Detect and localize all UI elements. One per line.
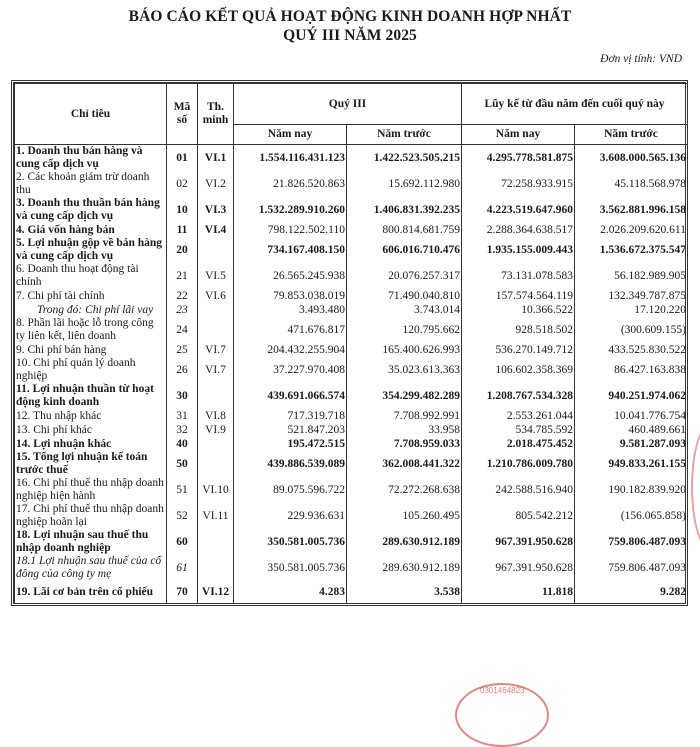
- report-title: BÁO CÁO KẾT QUẢ HOẠT ĐỘNG KINH DOANH HỢP NHẤT: [128, 8, 572, 25]
- ytd-current-value: 2.553.261.044: [462, 409, 575, 423]
- q3-prior-value: 1.406.831.392.235: [347, 197, 462, 223]
- q3-prior-value: 7.708.992.991: [347, 409, 462, 423]
- q3-prior-value: 165.400.626.993: [347, 343, 462, 357]
- row-code: 60: [167, 529, 198, 555]
- row-code: 40: [167, 437, 198, 451]
- row-note: VI.7: [198, 343, 234, 357]
- q3-current-value: 439.691.066.574: [234, 383, 347, 409]
- ytd-prior-value: 940.251.974.062: [575, 383, 688, 409]
- row-label: 19. Lãi cơ bản trên cổ phiếu: [15, 581, 167, 603]
- row-code: 25: [167, 343, 198, 357]
- q3-current-value: 195.472.515: [234, 437, 347, 451]
- row-note: [198, 555, 234, 581]
- row-note: VI.4: [198, 223, 234, 237]
- row-code: 22: [167, 289, 198, 303]
- table-row: [15, 581, 688, 603]
- ytd-current-value: 73.131.078.583: [462, 263, 575, 289]
- row-label: 5. Lợi nhuận gộp về bán hàng và cung cấp dịch vụ: [15, 237, 167, 263]
- ytd-prior-value: 3.562.881.996.158: [575, 197, 688, 223]
- ytd-current-value: 1.935.155.009.443: [462, 237, 575, 263]
- row-note: VI.9: [198, 423, 234, 437]
- table-row: [15, 237, 688, 263]
- header-indicator: Chỉ tiêu: [15, 84, 167, 145]
- row-note: VI.12: [198, 581, 234, 603]
- q3-current-value: 350.581.005.736: [234, 529, 347, 555]
- q3-current-value: 21.826.520.863: [234, 171, 347, 197]
- q3-prior-value: 35.023.613.363: [347, 357, 462, 383]
- q3-prior-value: 20.076.257.317: [347, 263, 462, 289]
- ytd-prior-value: 2.026.209.620.611: [575, 223, 688, 237]
- ytd-current-value: 10.366.522: [462, 303, 575, 317]
- ytd-current-value: 157.574.564.119: [462, 289, 575, 303]
- row-label: 13. Chi phí khác: [15, 423, 167, 437]
- table-row: [15, 503, 688, 529]
- table-row: [15, 303, 688, 317]
- q3-current-value: 717.319.718: [234, 409, 347, 423]
- ytd-current-value: 967.391.950.628: [462, 529, 575, 555]
- ytd-prior-value: 1.536.672.375.547: [575, 237, 688, 263]
- q3-current-value: 798.122.502.110: [234, 223, 347, 237]
- row-code: 31: [167, 409, 198, 423]
- row-code: 11: [167, 223, 198, 237]
- ytd-current-value: 534.785.592: [462, 423, 575, 437]
- row-label: 6. Doanh thu hoạt động tài chính: [15, 263, 167, 289]
- q3-prior-value: 3.743.014: [347, 303, 462, 317]
- row-note: [198, 237, 234, 263]
- ytd-prior-value: (156.065.858): [575, 503, 688, 529]
- table-row: [15, 223, 688, 237]
- row-code: 20: [167, 237, 198, 263]
- table-row: [15, 145, 688, 172]
- q3-current-value: 26.565.245.938: [234, 263, 347, 289]
- row-label: 12. Thu nhập khác: [15, 409, 167, 423]
- q3-current-value: 1.532.289.910.260: [234, 197, 347, 223]
- row-label: 8. Phần lãi hoặc lỗ trong công ty liên kết, liên doanh: [15, 317, 167, 343]
- ytd-current-value: 536.270.149.712: [462, 343, 575, 357]
- row-label: 1. Doanh thu bán hàng và cung cấp dịch vụ: [15, 145, 167, 172]
- income-statement-table-frame: [11, 80, 688, 606]
- q3-prior-value: 606.016.710.476: [347, 237, 462, 263]
- table-row: [15, 409, 688, 423]
- header-note: Th. minh: [198, 84, 234, 145]
- row-note: [198, 451, 234, 477]
- q3-prior-value: 72.272.268.638: [347, 477, 462, 503]
- table-row: [15, 529, 688, 555]
- row-note: VI.11: [198, 503, 234, 529]
- q3-prior-value: 71.490.040.810: [347, 289, 462, 303]
- ytd-prior-value: 17.120.220: [575, 303, 688, 317]
- q3-prior-value: 3.538: [347, 581, 462, 603]
- header-ytd-group: Lũy kế từ đầu năm đến cuối quý này: [462, 84, 688, 125]
- table-row: [15, 555, 688, 581]
- row-label: 18. Lợi nhuận sau thuế thu nhập doanh nghiệp: [15, 529, 167, 555]
- q3-prior-value: 362.008.441.322: [347, 451, 462, 477]
- row-code: 52: [167, 503, 198, 529]
- q3-prior-value: 33.958: [347, 423, 462, 437]
- header-ytd-current: Năm nay: [462, 125, 575, 145]
- q3-prior-value: 354.299.482.289: [347, 383, 462, 409]
- ytd-prior-value: 56.182.989.905: [575, 263, 688, 289]
- table-row: [15, 423, 688, 437]
- row-label: 3. Doanh thu thuần bán hàng và cung cấp dịch vụ: [15, 197, 167, 223]
- ytd-current-value: 72.258.933.915: [462, 171, 575, 197]
- row-code: 21: [167, 263, 198, 289]
- header-q3-current: Năm nay: [234, 125, 347, 145]
- row-label: 14. Lợi nhuận khác: [15, 437, 167, 451]
- ytd-current-value: 967.391.950.628: [462, 555, 575, 581]
- table-body: [15, 145, 688, 604]
- company-seal-text: 0301464823: [480, 686, 525, 695]
- q3-current-value: 204.432.255.904: [234, 343, 347, 357]
- q3-current-value: 229.936.631: [234, 503, 347, 529]
- row-label: 17. Chi phí thuế thu nhập doanh nghiệp hoãn lại: [15, 503, 167, 529]
- row-code: 23: [167, 303, 198, 317]
- table-row: [15, 437, 688, 451]
- table-row: [15, 343, 688, 357]
- q3-current-value: 79.853.038.019: [234, 289, 347, 303]
- table-row: [15, 263, 688, 289]
- ytd-prior-value: 949.833.261.155: [575, 451, 688, 477]
- row-label: 16. Chi phí thuế thu nhập doanh nghiệp hiện hành: [15, 477, 167, 503]
- ytd-prior-value: 86.427.163.838: [575, 357, 688, 383]
- ytd-current-value: 1.210.786.009.780: [462, 451, 575, 477]
- q3-current-value: 1.554.116.431.123: [234, 145, 347, 172]
- row-code: 26: [167, 357, 198, 383]
- q3-current-value: 521.847.203: [234, 423, 347, 437]
- currency-unit: Đơn vị tính: VND: [600, 53, 682, 65]
- row-note: VI.7: [198, 357, 234, 383]
- ytd-prior-value: 9.581.287.093: [575, 437, 688, 451]
- row-label: 2. Các khoản giảm trừ doanh thu: [15, 171, 167, 197]
- ytd-prior-value: 460.489.661: [575, 423, 688, 437]
- q3-current-value: 3.493.480: [234, 303, 347, 317]
- ytd-current-value: 4.223.519.647.960: [462, 197, 575, 223]
- q3-prior-value: 800.814.681.759: [347, 223, 462, 237]
- ytd-prior-value: (300.609.155): [575, 317, 688, 343]
- ytd-current-value: 928.518.502: [462, 317, 575, 343]
- ytd-current-value: 4.295.778.581.875: [462, 145, 575, 172]
- ytd-prior-value: 132.349.787.875: [575, 289, 688, 303]
- ytd-prior-value: 190.182.839.920: [575, 477, 688, 503]
- q3-prior-value: 289.630.912.189: [347, 529, 462, 555]
- row-label: 9. Chi phí bán hàng: [15, 343, 167, 357]
- ytd-current-value: 242.588.516.940: [462, 477, 575, 503]
- table-row: [15, 451, 688, 477]
- row-label: 18.1 Lợi nhuận sau thuế của cổ đông của công ty mẹ: [15, 555, 167, 581]
- q3-current-value: 734.167.408.150: [234, 237, 347, 263]
- row-note: VI.3: [198, 197, 234, 223]
- table-row: [15, 289, 688, 303]
- ytd-current-value: 106.602.358.369: [462, 357, 575, 383]
- table-row: [15, 383, 688, 409]
- ytd-prior-value: 759.806.487.093: [575, 555, 688, 581]
- q3-current-value: 89.075.596.722: [234, 477, 347, 503]
- ytd-prior-value: 3.608.000.565.136: [575, 145, 688, 172]
- q3-current-value: 471.676.817: [234, 317, 347, 343]
- row-code: 51: [167, 477, 198, 503]
- row-code: 50: [167, 451, 198, 477]
- ytd-current-value: 2.018.475.452: [462, 437, 575, 451]
- row-code: 01: [167, 145, 198, 172]
- table-row: [15, 357, 688, 383]
- q3-current-value: 350.581.005.736: [234, 555, 347, 581]
- row-note: VI.6: [198, 289, 234, 303]
- header-ytd-prior: Năm trước: [575, 125, 688, 145]
- ytd-prior-value: 759.806.487.093: [575, 529, 688, 555]
- q3-prior-value: 15.692.112.980: [347, 171, 462, 197]
- row-label: 10. Chi phí quản lý doanh nghiệp: [15, 357, 167, 383]
- row-code: 24: [167, 317, 198, 343]
- q3-prior-value: 7.708.959.033: [347, 437, 462, 451]
- row-label: 15. Tổng lợi nhuận kế toán trước thuế: [15, 451, 167, 477]
- row-code: 30: [167, 383, 198, 409]
- income-statement-table: [14, 83, 688, 603]
- q3-prior-value: 105.260.495: [347, 503, 462, 529]
- table-row: [15, 477, 688, 503]
- ytd-current-value: 2.288.364.638.517: [462, 223, 575, 237]
- header-q3-prior: Năm trước: [347, 125, 462, 145]
- row-note: [198, 437, 234, 451]
- ytd-current-value: 1.208.767.534.328: [462, 383, 575, 409]
- ytd-prior-value: 9.282: [575, 581, 688, 603]
- q3-prior-value: 120.795.662: [347, 317, 462, 343]
- row-label: 4. Giá vốn hàng bán: [15, 223, 167, 237]
- row-code: 02: [167, 171, 198, 197]
- q3-current-value: 439.886.539.089: [234, 451, 347, 477]
- row-code: 61: [167, 555, 198, 581]
- row-note: VI.1: [198, 145, 234, 172]
- row-code: 10: [167, 197, 198, 223]
- row-label: Trong đó: Chi phí lãi vay: [15, 303, 167, 317]
- ytd-prior-value: 433.525.830.522: [575, 343, 688, 357]
- row-code: 70: [167, 581, 198, 603]
- ytd-prior-value: 10.041.776.754: [575, 409, 688, 423]
- q3-prior-value: 1.422.523.505.215: [347, 145, 462, 172]
- row-label: 11. Lợi nhuận thuần từ hoạt động kinh doanh: [15, 383, 167, 409]
- row-code: 32: [167, 423, 198, 437]
- row-note: VI.5: [198, 263, 234, 289]
- ytd-current-value: 11.818: [462, 581, 575, 603]
- header-code: Mã số: [167, 84, 198, 145]
- report-period: QUÝ III NĂM 2025: [283, 27, 417, 44]
- row-note: [198, 317, 234, 343]
- table-row: [15, 197, 688, 223]
- table-row: [15, 171, 688, 197]
- row-note: VI.2: [198, 171, 234, 197]
- row-note: VI.8: [198, 409, 234, 423]
- company-seal-side: [691, 420, 700, 554]
- ytd-current-value: 805.542.212: [462, 503, 575, 529]
- row-label: 7. Chi phí tài chính: [15, 289, 167, 303]
- q3-prior-value: 289.630.912.189: [347, 555, 462, 581]
- row-note: [198, 529, 234, 555]
- q3-current-value: 4.283: [234, 581, 347, 603]
- row-note: VI.10: [198, 477, 234, 503]
- table-row: [15, 317, 688, 343]
- row-note: [198, 303, 234, 317]
- q3-current-value: 37.227.970.408: [234, 357, 347, 383]
- ytd-prior-value: 45.118.568.978: [575, 171, 688, 197]
- row-note: [198, 383, 234, 409]
- header-q3-group: Quý III: [234, 84, 462, 125]
